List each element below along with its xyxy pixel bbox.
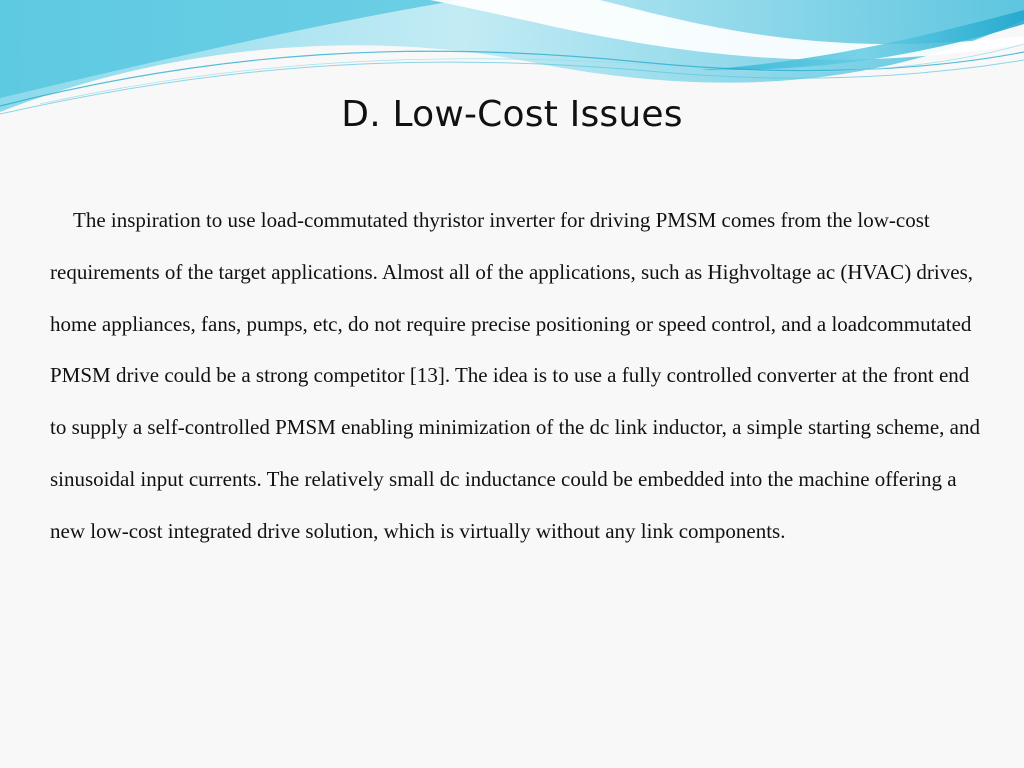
slide-body-paragraph: The inspiration to use load-commutated thyristor inverter for driving PMSM comes from the low-cost requirements of the target applications. Almost all of the applications, such as Highvoltage ac (HVAC) drives, home appliances, fans, pumps, etc, do not require precise positioning or speed control, and a loadcommutated PMSM drive could be a strong competitor [13]. The idea is to use a fully controlled converter at the front end to supply a self-controlled PMSM enabling minimization of the dc link inductor, a simple starting scheme, and sinusoidal input currents. The relatively small dc inductance could be embedded into the machine offering a new low-cost integrated drive solution, which is virtually without any link components.	[50, 208, 980, 543]
slide-title: D. Low-Cost Issues	[341, 94, 683, 135]
